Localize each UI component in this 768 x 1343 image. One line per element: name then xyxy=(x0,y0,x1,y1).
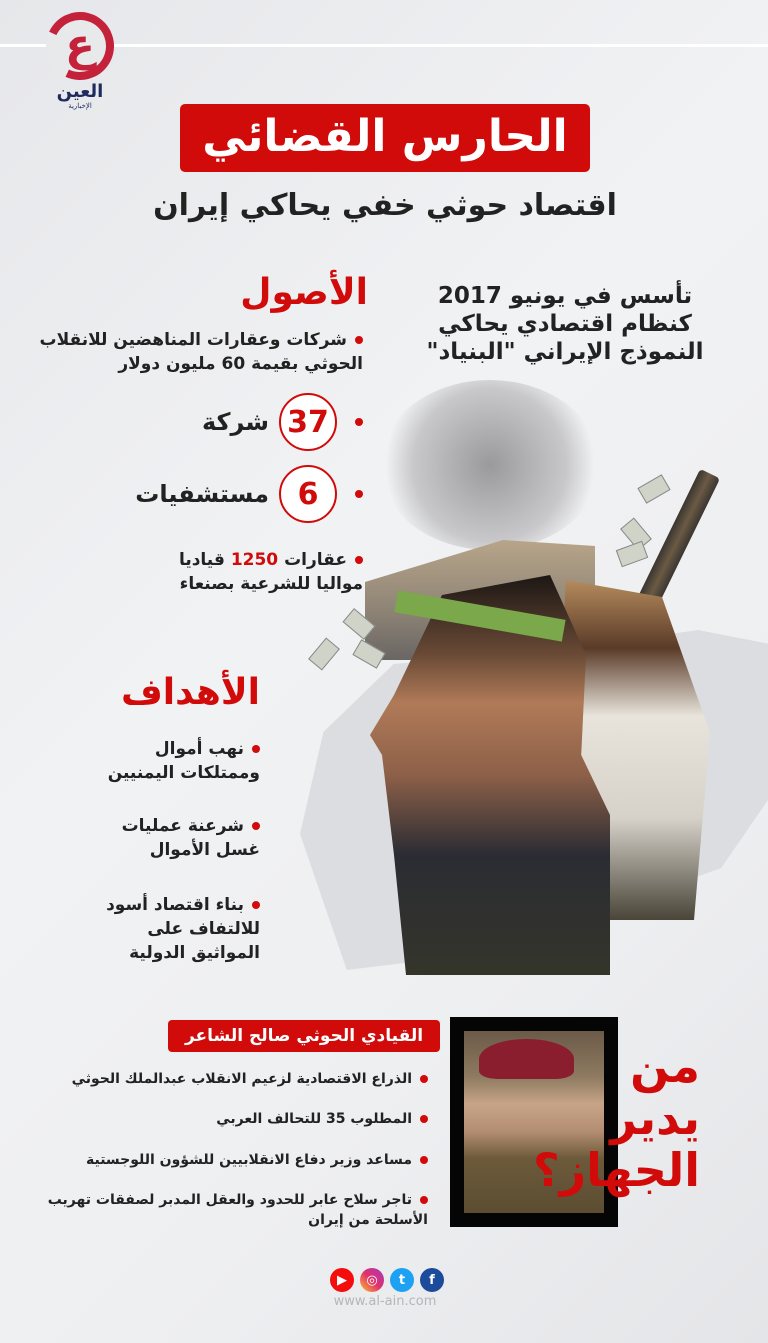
founded-note xyxy=(415,282,715,366)
smoke-cloud xyxy=(380,380,600,550)
facebook-icon[interactable]: f xyxy=(420,1268,444,1292)
asset-item xyxy=(133,548,363,596)
asset-item xyxy=(0,328,363,376)
goal-item xyxy=(100,814,260,862)
leader-item xyxy=(18,1069,428,1089)
bullet-icon xyxy=(355,490,363,498)
page-title: الحارس القضائي xyxy=(180,104,590,172)
leader-item xyxy=(18,1109,428,1129)
goals-heading: الأهداف xyxy=(120,672,260,713)
hospitals-count: 6 xyxy=(279,465,337,523)
bullet-icon xyxy=(252,822,260,830)
hospitals-stat xyxy=(135,465,363,523)
leader-item-text: تاجر سلاح عابر للحدود والعقل المدبر لصفقات تهريب الأسلحة من إيران xyxy=(47,1192,428,1228)
dollar-bill-icon xyxy=(308,637,340,670)
founded-line-2: كنظام اقتصادي يحاكي xyxy=(438,311,692,337)
leader-item-text: مساعد وزير دفاع الانقلابيين للشؤون اللوجستية xyxy=(85,1152,412,1168)
assets-heading: الأصول xyxy=(240,272,368,313)
companies-stat xyxy=(202,393,363,451)
bullet-icon xyxy=(355,418,363,426)
dollar-bill-icon xyxy=(637,474,670,504)
leader-item-text: الذراع الاقتصادية لزعيم الانقلاب عبدالملك الحوثي xyxy=(71,1071,412,1087)
founded-line-3: النموذج الإيراني "البنياد" xyxy=(426,339,704,365)
logo-circle-icon xyxy=(36,2,123,89)
leader-name-tag: القيادي الحوثي صالح الشاعر xyxy=(168,1020,440,1052)
bullet-icon xyxy=(420,1115,428,1123)
brand-subtitle: الإخبارية xyxy=(68,102,92,110)
goal-text: بناء اقتصاد أسود للالتفاف على المواثيق الدولية xyxy=(106,895,260,963)
who-runs-question: من يدير الجهاز؟ xyxy=(533,1039,700,1197)
collage-illustration xyxy=(300,380,768,980)
bullet-icon xyxy=(355,556,363,564)
goal-text: نهب أموال وممتلكات اليمنيين xyxy=(107,739,260,783)
leader-item xyxy=(18,1150,428,1170)
bullet-icon xyxy=(252,745,260,753)
website-link[interactable]: www.al-ain.com xyxy=(333,1294,437,1309)
goal-text: شرعنة عمليات غسل الأموال xyxy=(121,816,260,860)
leader-item-text: المطلوب 35 للتحالف العربي xyxy=(216,1111,412,1127)
goal-item xyxy=(100,893,260,965)
companies-count: 37 xyxy=(279,393,337,451)
companies-label: شركة xyxy=(201,408,269,436)
bullet-icon xyxy=(355,336,363,344)
goal-item xyxy=(100,737,260,785)
asset-suffix: قياديا مواليا للشرعية بصنعاء xyxy=(178,550,363,594)
bullet-icon xyxy=(420,1156,428,1164)
youtube-icon[interactable]: ▶ xyxy=(330,1268,354,1292)
bullet-icon xyxy=(252,901,260,909)
twitter-icon[interactable]: t xyxy=(390,1268,414,1292)
leader-item xyxy=(18,1190,428,1230)
asset-item-text: شركات وعقارات المناهضين للانقلاب الحوثي بقيمة 60 مليون دولار xyxy=(39,330,363,374)
bullet-icon xyxy=(420,1075,428,1083)
asset-prefix: عقارات xyxy=(284,550,347,570)
brand-logo[interactable] xyxy=(42,12,118,110)
social-links xyxy=(330,1268,444,1292)
bullet-icon xyxy=(420,1196,428,1204)
founded-line-1: تأسس في يونيو 2017 xyxy=(437,283,693,309)
dollar-bill-icon xyxy=(616,541,648,567)
brand-name: العين xyxy=(56,81,104,102)
hospitals-label: مستشفيات xyxy=(135,480,269,508)
page-subtitle: اقتصاد حوثي خفي يحاكي إيران xyxy=(153,188,617,223)
instagram-icon[interactable]: ◎ xyxy=(360,1268,384,1292)
asset-number: 1250 xyxy=(230,550,279,570)
logo-glyph: ع xyxy=(64,20,96,71)
